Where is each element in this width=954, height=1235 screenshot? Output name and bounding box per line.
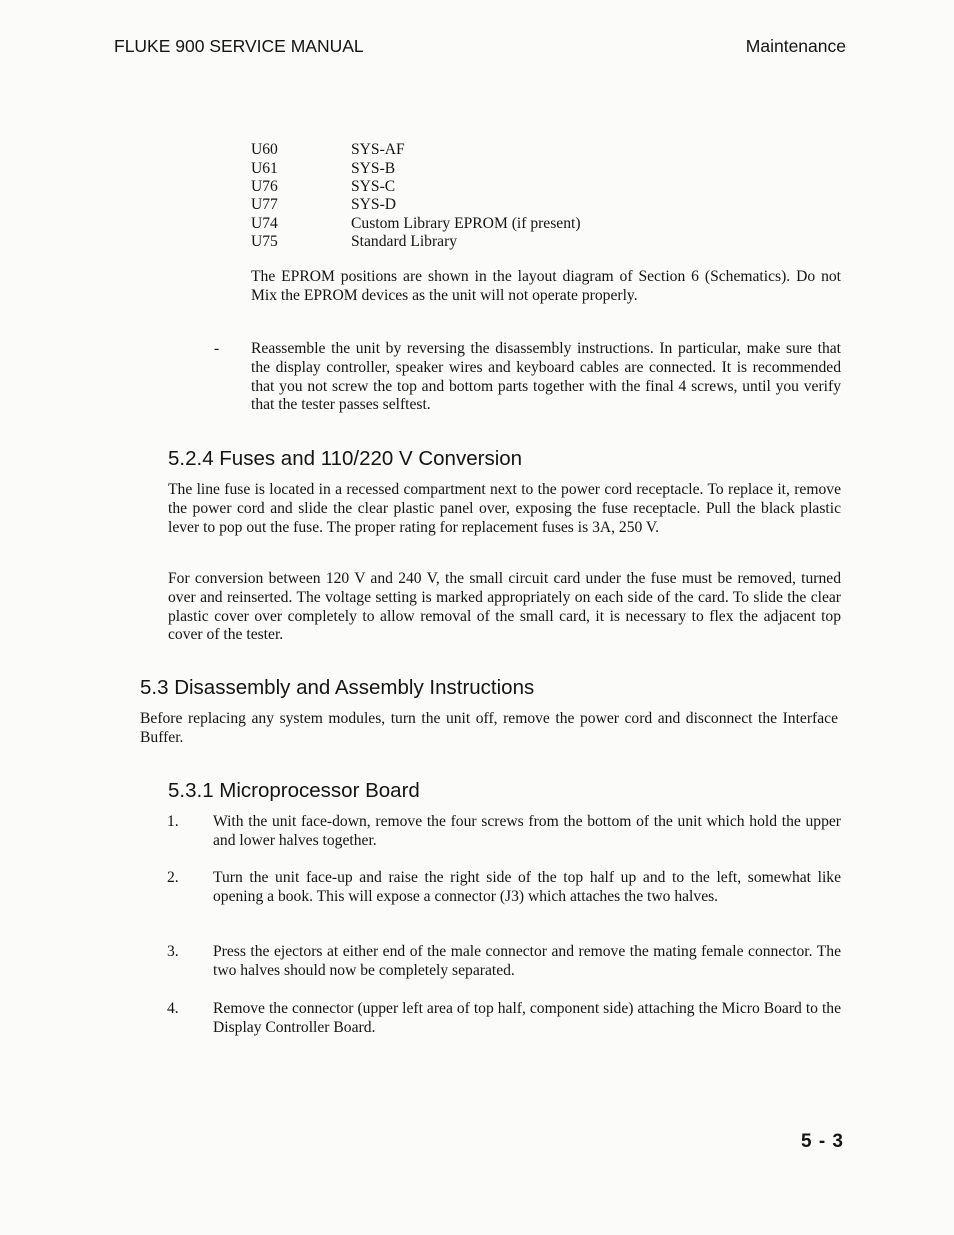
bullet-marker: - — [214, 340, 220, 357]
step-number: 4. — [167, 1000, 179, 1017]
eprom-note: The EPROM positions are shown in the layout diagram of Section 6 (Schematics). Do not Mix the EPROM devices as the unit will not operate properly. — [251, 268, 841, 304]
step-number: 3. — [167, 943, 179, 960]
eprom-name: SYS-C — [351, 178, 396, 195]
step-number: 1. — [167, 813, 179, 830]
eprom-name: SYS-AF — [351, 141, 405, 158]
running-header-title: FLUKE 900 SERVICE MANUAL — [114, 36, 364, 56]
chip-id: U60 — [251, 141, 278, 158]
section-heading: 5.3.1 Microprocessor Board — [168, 779, 420, 802]
fuse-paragraph: The line fuse is located in a recessed compartment next to the power cord receptacle. To replace it, remove the power cord and slide the clear plastic panel over, exposing the fuse receptacle. Pull the black plastic lever to pop out the fuse. The proper rating for replacement fuses is 3A, 250 V. — [168, 481, 841, 536]
eprom-name: Custom Library EPROM (if present) — [351, 215, 581, 232]
chip-id: U77 — [251, 196, 278, 213]
eprom-name: SYS-B — [351, 160, 396, 177]
disassembly-intro: Before replacing any system modules, turn the unit off, remove the power cord and disconnect the Interface Buffer. — [140, 710, 838, 746]
list-item: Remove the connector (upper left area of top half, component side) attaching the Micro Board to the Display Controller Board. — [213, 1000, 841, 1036]
eprom-name: SYS-D — [351, 196, 397, 213]
reassemble-paragraph: Reassemble the unit by reversing the disassembly instructions. In particular, make sure that the display controller, speaker wires and keyboard cables are connected. It is recommended that you not screw the top and bottom parts together with the final 4 screws, until you verify that the tester passes selftest. — [251, 340, 841, 414]
list-item: Turn the unit face-up and raise the right side of the top half up and to the left, somewhat like opening a book. This will expose a connector (J3) which attaches the two halves. — [213, 869, 841, 905]
list-item: Press the ejectors at either end of the male connector and remove the mating female connector. The two halves should now be completely separated. — [213, 943, 841, 979]
running-header-section: Maintenance — [745, 36, 846, 56]
page-number: 5 - 3 — [800, 1131, 844, 1152]
conversion-paragraph: For conversion between 120 V and 240 V, the small circuit card under the fuse must be removed, turned over and reinserted. The voltage setting is marked appropriately on each side of the card. To slide the clear plastic cover over completely to allow removal of the small card, it is necessary to flex the adjacent top cover of the tester. — [168, 570, 841, 644]
section-heading: 5.3 Disassembly and Assembly Instructions — [140, 676, 535, 699]
chip-id: U61 — [251, 160, 278, 177]
chip-id: U76 — [251, 178, 278, 195]
chip-id: U74 — [251, 215, 278, 232]
chip-id: U75 — [251, 233, 278, 250]
eprom-name: Standard Library — [351, 233, 458, 250]
list-item: With the unit face-down, remove the four screws from the bottom of the unit which hold the upper and lower halves together. — [213, 813, 841, 849]
step-number: 2. — [167, 869, 179, 886]
section-heading: 5.2.4 Fuses and 110/220 V Conversion — [168, 447, 523, 470]
